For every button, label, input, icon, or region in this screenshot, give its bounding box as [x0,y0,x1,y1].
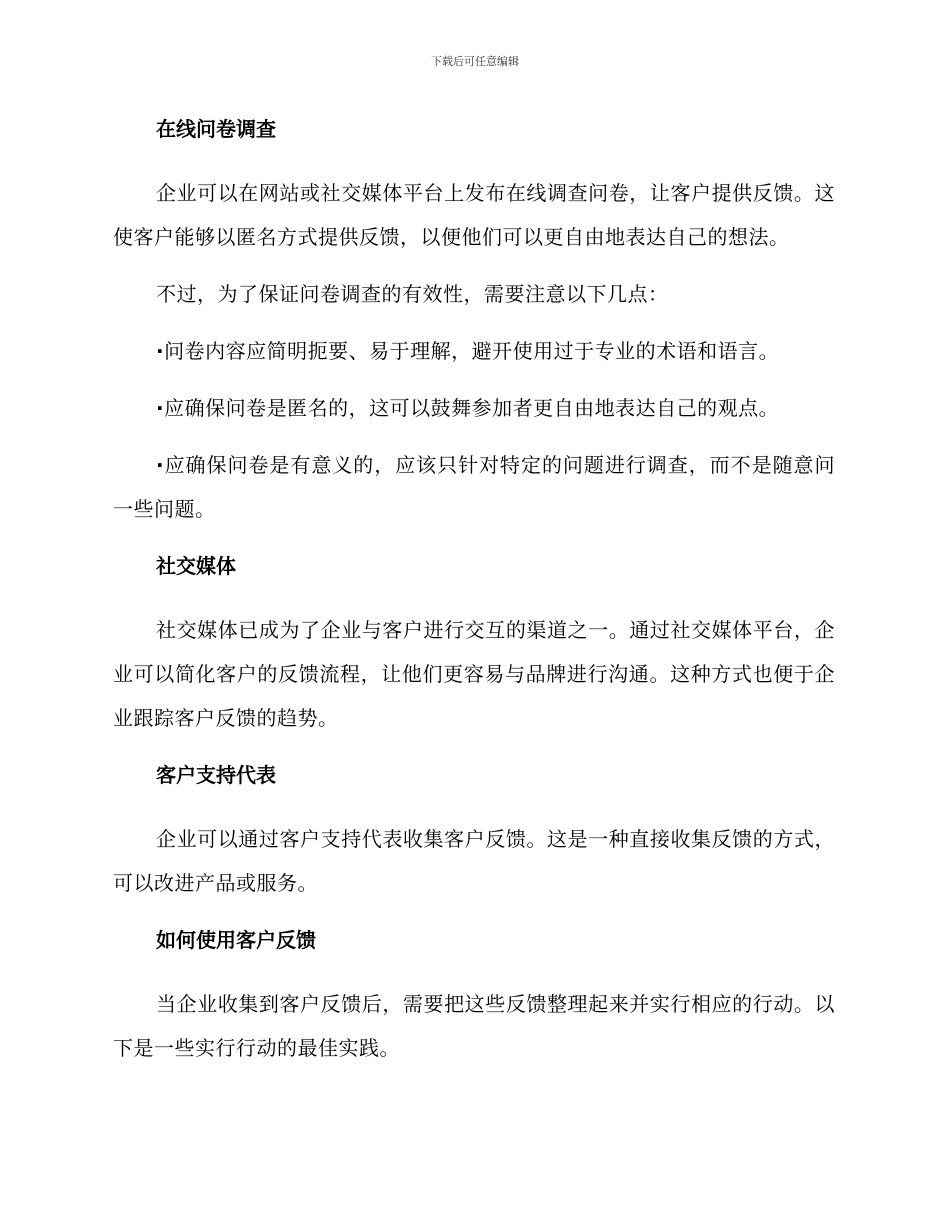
bullet-marker: · [156,396,165,420]
paragraph-use-feedback: 当企业收集到客户反馈后，需要把这些反馈整理起来并实行相应的行动。以下是一些实行行动的最佳实践。 [113,992,835,1060]
paragraph-support-rep: 企业可以通过客户支持代表收集客户反馈。这是一种直接收集反馈的方式，可以改进产品或服务。 [113,827,835,895]
document-body [113,107,835,1083]
page-header: 下载后可任意编辑 [431,55,519,68]
bullet-text: 问卷内容应简明扼要、易于理解，避开使用过于专业的术语和语言。 [164,339,780,363]
section-heading-use-feedback: 如何使用客户反馈 [156,928,316,952]
bullet-item-anonymous [113,386,835,430]
bullet-item-meaningful [113,443,835,531]
section-heading-online-survey: 在线问卷调查 [156,117,276,141]
bullet-marker: · [156,453,165,477]
section-heading-support-rep: 客户支持代表 [156,763,276,787]
bullet-marker: · [156,339,165,363]
bullet-item-concise [113,329,835,373]
paragraph-survey-notes-intro: 不过，为了保证问卷调查的有效性，需要注意以下几点： [156,282,669,306]
bullet-text: 应确保问卷是有意义的，应该只针对特定的问题进行调查，而不是随意问一些问题。 [113,453,835,521]
bullet-text: 应确保问卷是匿名的，这可以鼓舞参加者更自由地表达自己的观点。 [164,396,780,420]
paragraph-online-survey-intro: 企业可以在网站或社交媒体平台上发布在线调查问卷，让客户提供反馈。这使客户能够以匿名方式提供反馈，以便他们可以更自由地表达自己的想法。 [113,181,835,249]
paragraph-social-media: 社交媒体已成为了企业与客户进行交互的渠道之一。通过社交媒体平台，企业可以简化客户的反馈流程，让他们更容易与品牌进行沟通。这种方式也便于企业跟踪客户反馈的趋势。 [113,618,835,730]
section-heading-social-media: 社交媒体 [156,554,236,578]
